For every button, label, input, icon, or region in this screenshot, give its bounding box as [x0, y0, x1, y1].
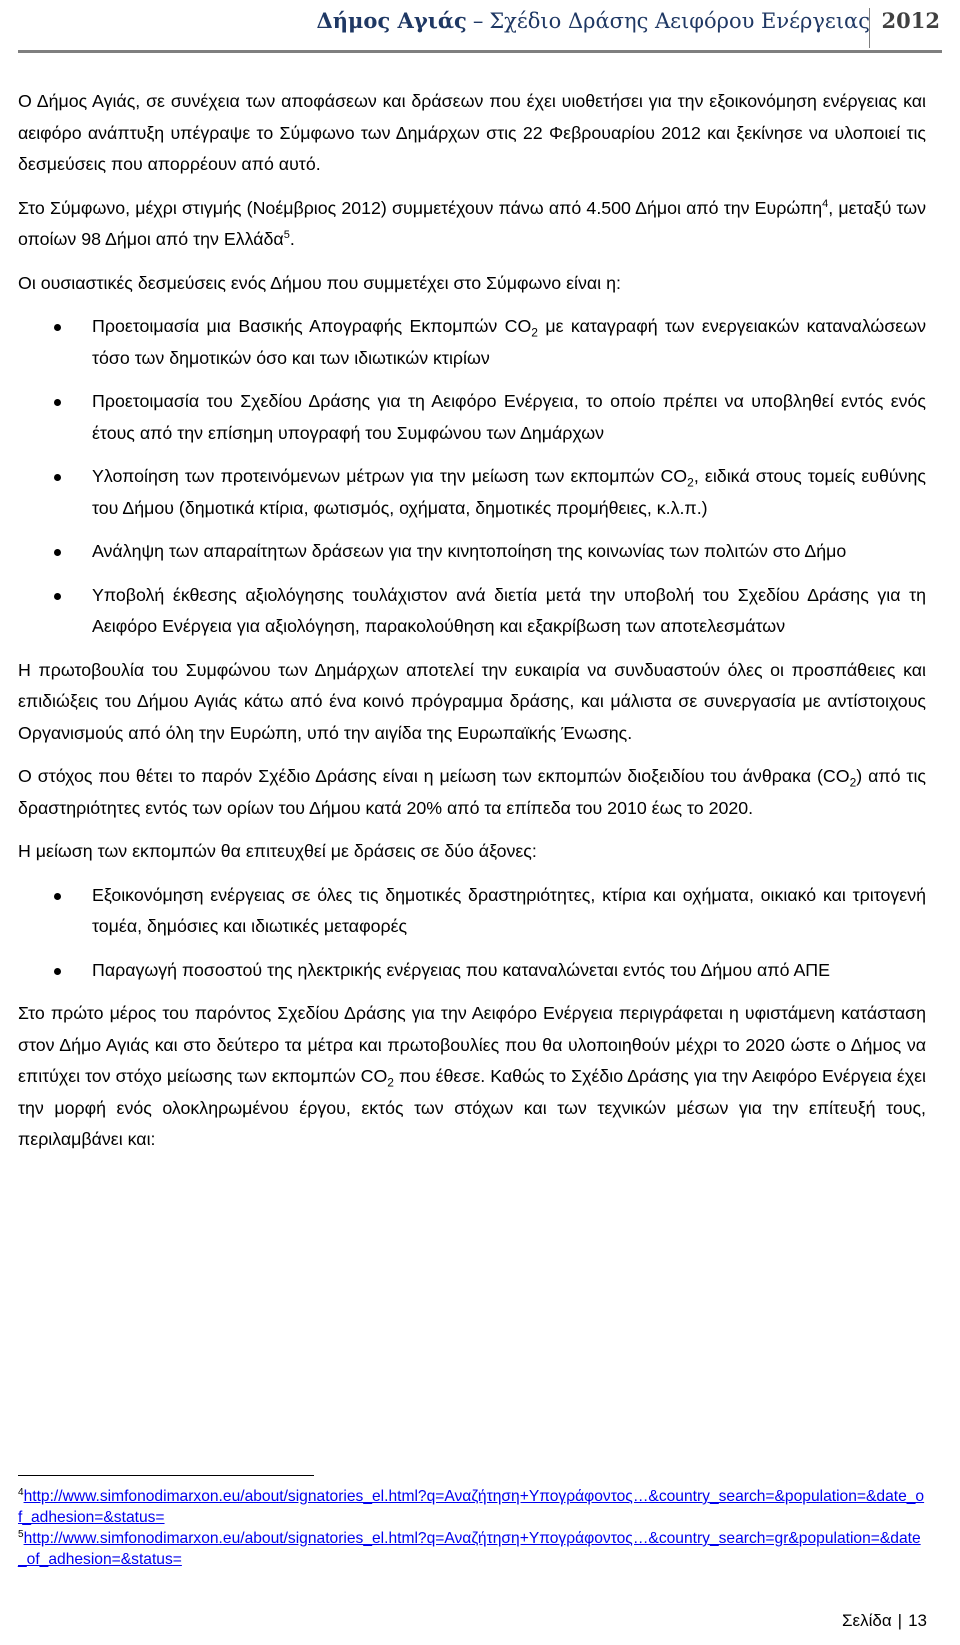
list-item-text: Υλοποίηση των προτεινόμενων μέτρων για την μείωση των εκπομπών CO: [92, 466, 688, 486]
page-footer: [842, 1611, 927, 1631]
paragraph-structure-text-a: Στο πρώτο μέρος του παρόντος Σχεδίου Δράσης για την Αειφόρο Ενέργεια περιγράφεται η υφιστάμενη κατάσταση στον Δήμο Αγιάς και στο δεύτερο τα μέτρα και πρωτοβουλίες που θα υλοποιηθούν μέχρι το 2020 ώστε ο Δήμος να επιτύχει τον στόχο μείωσης των εκπομπών CO: [18, 1003, 926, 1086]
bullet-icon: [54, 549, 61, 556]
list-item-text: Προετοιμασία του Σχεδίου Δράσης για τη Αειφόρο Ενέργεια, το οποίο πρέπει να υποβληθεί εντός ενός έτους από την επίσημη υπογραφή του Συμφώνου των Δημάρχων: [92, 391, 926, 443]
page-number: 13: [908, 1611, 927, 1630]
paragraph-signatories: [18, 193, 926, 256]
bullet-icon: [54, 324, 61, 331]
footnote-ref-5[interactable]: 5: [283, 229, 290, 242]
list-item-text: Ανάληψη των απαραίτητων δράσεων για την κινητοποίηση της κοινωνίας των πολιτών στο Δήμο: [92, 541, 847, 561]
list-item-text: Παραγωγή ποσοστού της ηλεκτρικής ενέργειας που καταναλώνεται εντός του Δήμου από ΑΠΕ: [92, 959, 831, 980]
list-item-text: , ειδικά στους τομείς ευθύνης του Δήμου (δημοτικά κτίρια, φωτισμός, οχήματα, δημοτικές προμήθειες, κ.λ.π.): [92, 466, 926, 518]
subscript: 2: [387, 1075, 394, 1090]
header-municipality: Δήμος Αγιάς: [316, 8, 467, 33]
list-item: [18, 386, 926, 449]
subscript: 2: [687, 475, 694, 490]
page-label: Σελίδα: [842, 1611, 892, 1630]
header-year: 2012: [869, 8, 940, 48]
header-separator: –: [472, 9, 484, 33]
footnote-ref-4[interactable]: 4: [822, 197, 829, 210]
paragraph-goal: [18, 761, 926, 824]
footnote-4: [18, 1486, 926, 1528]
footer-separator: |: [897, 1611, 903, 1630]
footnote-5: [18, 1528, 926, 1570]
list-item-text: με καταγραφή των ενεργειακών καταναλώσεων τόσο των δημοτικών όσο και των ιδιωτικών κτιρίων: [92, 316, 926, 368]
axes-list: [18, 880, 926, 987]
bullet-icon: [54, 593, 61, 600]
list-item: [18, 880, 926, 943]
paragraph-signatories-text-a: Στο Σύμφωνο, μέχρι στιγμής (Νοέμβριος 2012) συμμετέχουν πάνω από 4.500 Δήμοι από την Ευρώπη: [18, 197, 823, 218]
header-divider: [18, 50, 942, 53]
paragraph-structure: [18, 998, 926, 1156]
footnotes: [18, 1486, 926, 1570]
paragraph-intro: Ο Δήμος Αγιάς, σε συνέχεια των αποφάσεων και δράσεων που έχει υιοθετήσει για την εξοικονόμηση ενέργειας και αειφόρο ανάπτυξη υπέγραψε το Σύμφωνο των Δημάρχων στις 22 Φεβρουαρίου 2012 και ξεκίνησε να υλοποιεί τις δεσμεύσεις που απορρέουν από αυτό.: [18, 91, 926, 174]
bullet-icon: [54, 893, 61, 900]
footnote-number: 5: [18, 1528, 24, 1540]
paragraph-commitments-intro: Οι ουσιαστικές δεσμεύσεις ενός Δήμου που συμμετέχει στο Σύμφωνο είναι η:: [18, 272, 621, 293]
paragraph-initiative: Η πρωτοβουλία του Συμφώνου των Δημάρχων αποτελεί την ευκαιρία να συνδυαστούν όλες οι προσπάθειες και επιδιώξεις του Δήμου Αγιάς κάτω από ένα κοινό πρόγραμμα δράσης, και μάλιστα σε συνεργασία με αντίστοιχους Οργανισμούς από όλη την Ευρώπη, υπό την αιγίδα της Ευρωπαϊκής Ένωσης.: [18, 659, 926, 743]
list-item: [18, 536, 926, 568]
list-item: [18, 580, 926, 643]
list-item-text: Προετοιμασία μια Βασικής Απογραφής Εκπομπών CO: [92, 316, 532, 336]
bullet-icon: [54, 968, 61, 975]
paragraph-signatories-text-b: , μεταξύ των οποίων 98 Δήμοι από την Ελλάδα: [18, 197, 926, 249]
commitments-list: [18, 311, 926, 643]
list-item-text: Εξοικονόμηση ενέργειας σε όλες τις δημοτικές δραστηριότητες, κτίρια και οχήματα, οικιακό και τριτογενή τομέα, δημόσιες και ιδιωτικές μεταφορές: [92, 884, 926, 936]
paragraph-goal-text-b: ) από τις δραστηριότητες εντός των ορίων του Δήμου κατά 20% από τα επίπεδα του 2010 έως το 2020.: [18, 766, 926, 818]
footnote-link[interactable]: http://www.simfonodimarxon.eu/about/signatories_el.html?q=Αναζήτηση+Υπογράφοντος…&country_search=gr&population=&date_of_adhesion=&status=: [18, 1530, 921, 1568]
footnote-number: 4: [18, 1486, 24, 1498]
footnote-separator: [18, 1475, 314, 1476]
header-plan-name: Σχέδιο Δράσης Αειφόρου Ενέργειας: [489, 9, 870, 33]
paragraph-goal-text-a: Ο στόχος που θέτει το παρόν Σχέδιο Δράσης είναι η μείωση των εκπομπών διοξειδίου του άνθρακα (CO: [18, 766, 850, 786]
bullet-icon: [54, 399, 61, 406]
header-title: [317, 8, 871, 33]
subscript: 2: [531, 325, 538, 340]
bullet-icon: [54, 474, 61, 481]
list-item: [18, 461, 926, 524]
list-item-text: Υποβολή έκθεσης αξιολόγησης τουλάχιστον ανά διετία μετά την υποβολή του Σχεδίου Δράσης για τη Αειφόρο Ενέργεια για αξιολόγηση, παρακολούθηση και εξακρίβωση των αποτελεσμάτων: [92, 584, 926, 636]
list-item: [18, 311, 926, 374]
document-body: [18, 86, 926, 1168]
paragraph-signatories-text-c: .: [289, 229, 295, 249]
footnote-link[interactable]: http://www.simfonodimarxon.eu/about/signatories_el.html?q=Αναζήτηση+Υπογράφοντος…&country_search=&population=&date_of_adhesion=&status=: [18, 1488, 925, 1526]
paragraph-axes-intro: Η μείωση των εκπομπών θα επιτευχθεί με δράσεις σε δύο άξονες:: [18, 841, 537, 861]
paragraph-structure-text-b: που έθεσε. Καθώς το Σχέδιο Δράσης για την Αειφόρο Ενέργεια έχει την μορφή ενός ολοκληρωμένου έργου, εκτός των στόχων και των τεχνικών μέσων για την επίτευξή τους, περιλαμβάνει και:: [18, 1066, 926, 1149]
list-item: [18, 955, 926, 987]
page-header: [0, 0, 960, 52]
subscript: 2: [849, 775, 857, 790]
